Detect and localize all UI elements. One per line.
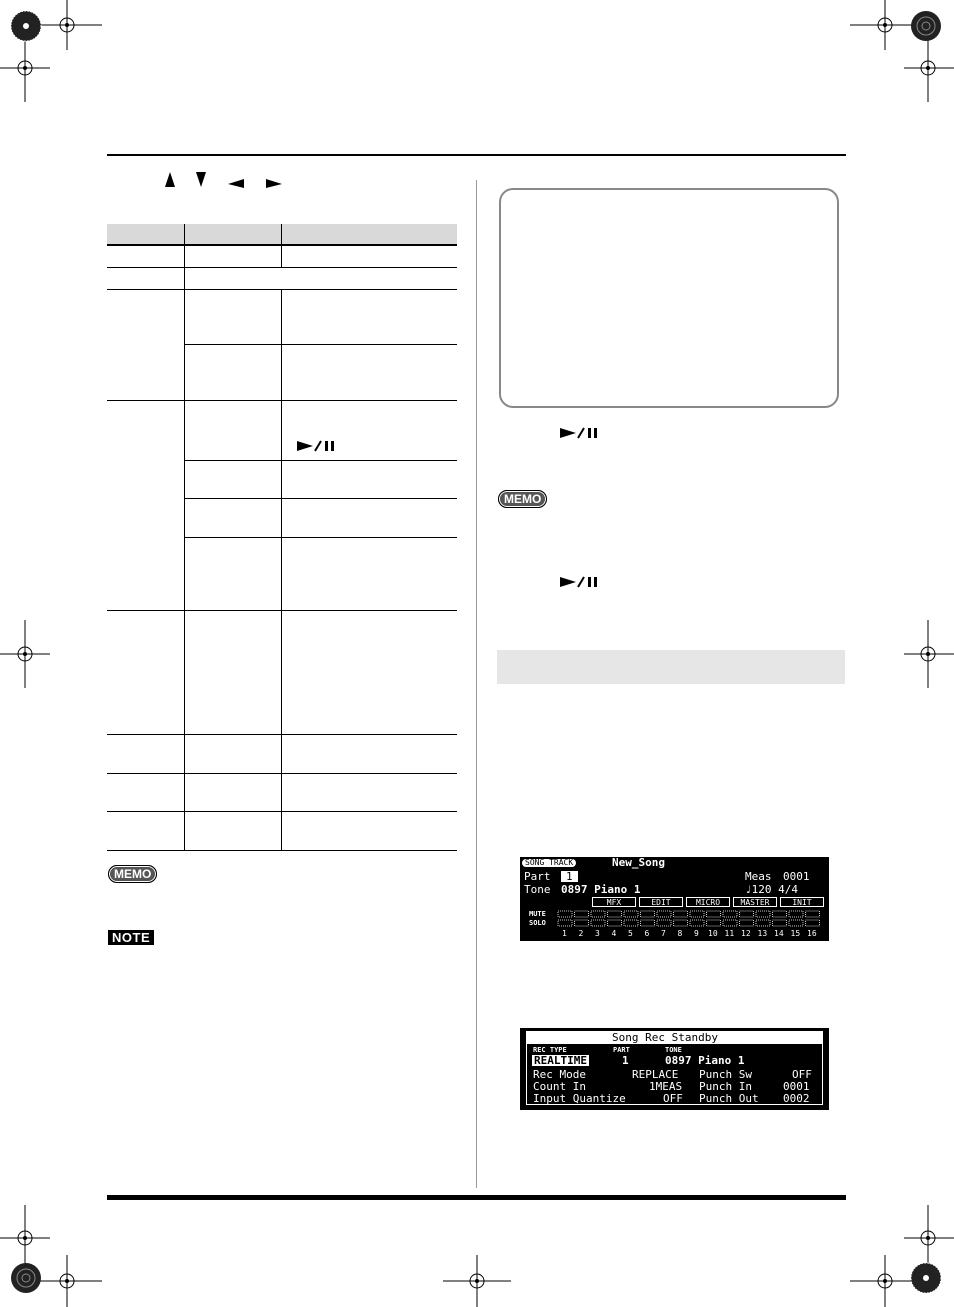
track-number: 15	[790, 929, 801, 938]
track-number: 8	[677, 929, 683, 938]
punch-sw-value[interactable]: OFF	[792, 1068, 812, 1081]
punch-out-value[interactable]: 0002	[783, 1092, 810, 1105]
mute-label: MUTE	[529, 910, 546, 918]
play-pause-icon	[297, 440, 339, 452]
arrow-up-icon	[165, 172, 175, 187]
track-number: 13	[757, 929, 768, 938]
tone-value[interactable]: 0897 Piano 1	[665, 1054, 745, 1067]
track-number: 12	[741, 929, 751, 938]
song-track-tab: SONG TRACK	[522, 859, 576, 867]
micro-button[interactable]: MICRO	[686, 897, 730, 907]
track-number: 6	[644, 929, 650, 938]
tone-value: 0897 Piano 1	[561, 883, 641, 896]
rec-mode-label: Rec Mode	[533, 1068, 586, 1081]
part-value[interactable]: 1	[622, 1054, 629, 1067]
part-label: PART	[613, 1046, 630, 1054]
track-number: 2	[578, 929, 584, 938]
rec-mode-value[interactable]: REPLACE	[632, 1068, 679, 1081]
track-number: 1	[562, 929, 567, 938]
memo-badge-right: MEMO	[498, 490, 547, 508]
play-pause-icon	[560, 576, 602, 588]
meas-label: Meas	[745, 870, 772, 883]
track-number: 11	[724, 929, 735, 938]
standby-title: Song Rec Standby	[612, 1031, 718, 1044]
track-number: 5	[628, 929, 633, 938]
count-in-label: Count In	[533, 1080, 586, 1093]
memo-badge-left: MEMO	[108, 865, 157, 883]
part-value: 1	[561, 871, 578, 882]
track-number: 9	[694, 929, 699, 938]
table-header	[107, 224, 457, 244]
meas-value: 0001	[783, 870, 810, 883]
rec-type-value[interactable]: REALTIME	[534, 1054, 587, 1067]
tone-label: Tone	[524, 883, 551, 896]
lcd-song-rec-standby	[520, 1028, 829, 1110]
section-heading-band	[497, 650, 845, 684]
cursor-arrows	[160, 168, 300, 192]
tempo-value: ♩120 4/4	[745, 883, 798, 896]
track-number: 7	[661, 929, 666, 938]
footer-rule	[107, 1195, 846, 1200]
track-number: 3	[595, 929, 600, 938]
punch-sw-label: Punch Sw	[699, 1068, 752, 1081]
note-badge: NOTE	[108, 929, 154, 947]
punch-in-value[interactable]: 0001	[783, 1080, 810, 1093]
song-name: New_Song	[612, 856, 665, 869]
track-number: 14	[774, 929, 784, 938]
tone-label: TONE	[665, 1046, 682, 1054]
lcd-song-track	[520, 857, 829, 941]
header-rule	[107, 154, 846, 156]
rec-type-label: REC TYPE	[533, 1046, 567, 1054]
column-divider	[476, 180, 477, 1188]
input-quantize-label: Input Quantize	[533, 1092, 626, 1105]
arrow-down-icon	[196, 172, 206, 187]
count-in-value[interactable]: 1MEAS	[649, 1080, 683, 1093]
parameter-table	[107, 224, 457, 854]
part-label: Part	[524, 870, 551, 883]
arrow-left-icon	[228, 179, 244, 188]
solo-label: SOLO	[529, 919, 546, 927]
punch-in-label: Punch In	[699, 1080, 752, 1093]
mfx-button[interactable]: MFX	[592, 897, 636, 907]
track-number: 10	[708, 929, 718, 938]
track-number: 4	[611, 929, 617, 938]
info-box	[499, 188, 839, 408]
track-number: 16	[807, 929, 817, 938]
mute-solo-grid	[557, 910, 823, 928]
edit-button[interactable]: EDIT	[639, 897, 683, 907]
master-button[interactable]: MASTER	[733, 897, 777, 907]
play-pause-icon	[560, 427, 602, 439]
punch-out-label: Punch Out	[699, 1092, 759, 1105]
arrow-right-icon	[266, 179, 282, 188]
init-button[interactable]: INIT	[780, 897, 824, 907]
input-quantize-value[interactable]: OFF	[663, 1092, 683, 1105]
